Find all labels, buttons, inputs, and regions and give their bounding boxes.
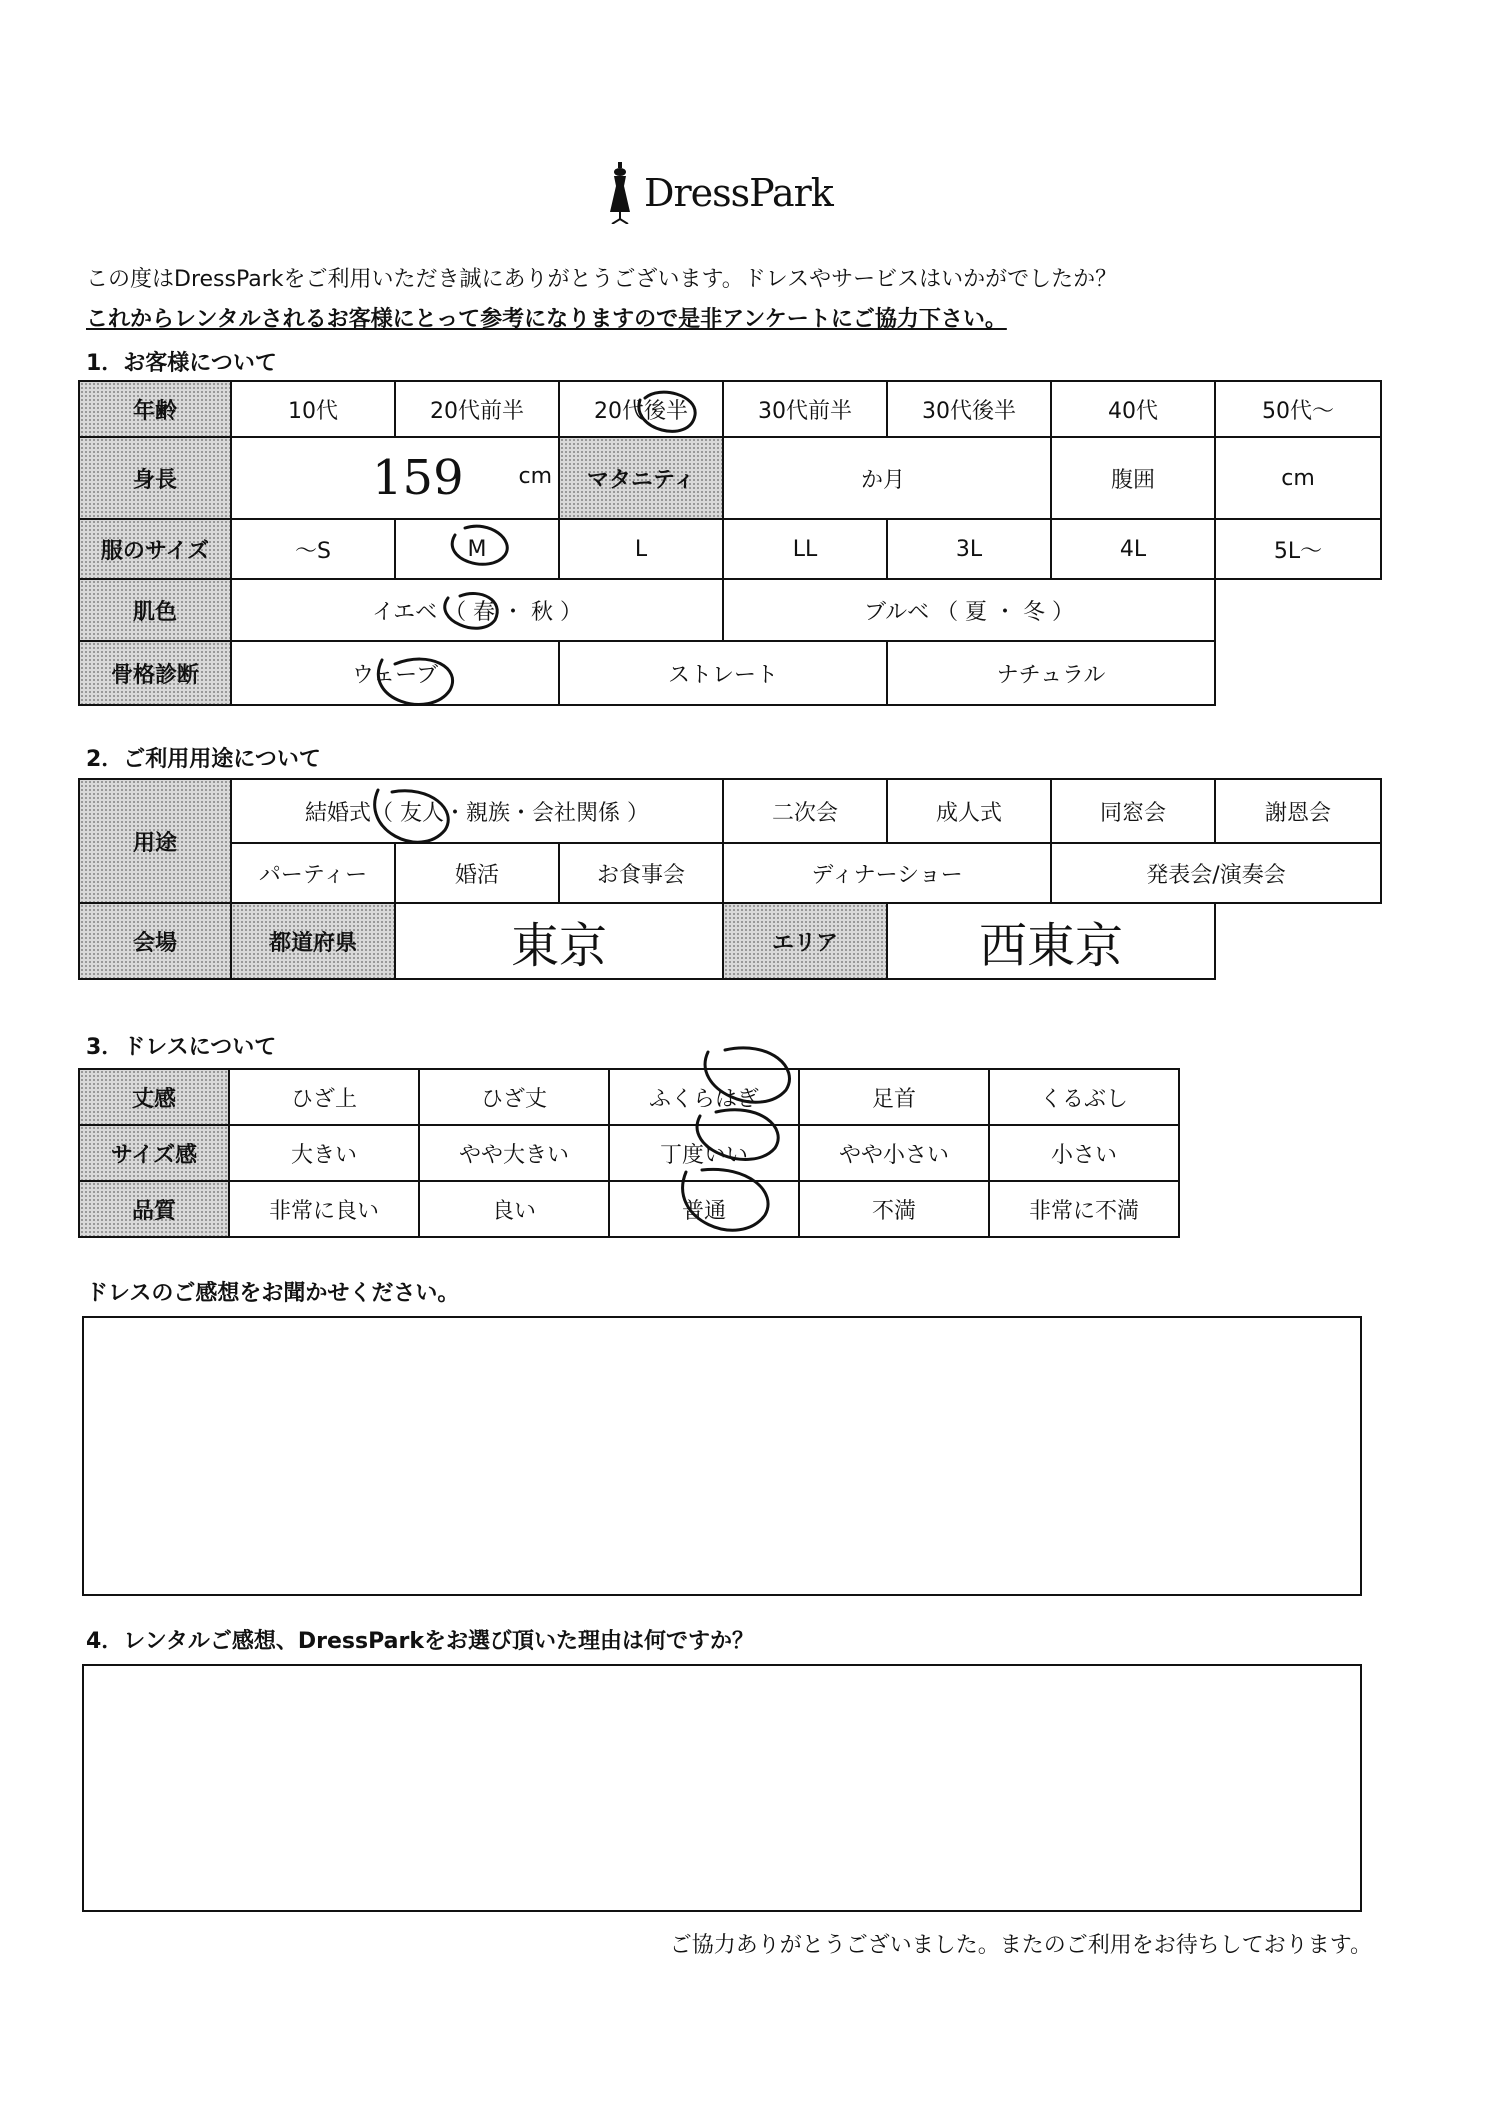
months-label: か月	[860, 467, 905, 493]
purpose-option[interactable]: 発表会/演奏会	[1051, 843, 1381, 903]
intro-line-2: これからレンタルされるお客様にとって参考になりますので是非アンケートにご協力下さい。	[86, 307, 1007, 332]
brand-name: DressPark	[644, 171, 833, 215]
purpose-option[interactable]: 二次会	[723, 779, 887, 843]
length-option-selected[interactable]: ふくらはぎ	[609, 1069, 799, 1125]
prefecture-value: 東京	[511, 917, 608, 974]
length-label: 丈感	[79, 1069, 229, 1125]
length-row	[79, 1069, 1179, 1125]
section-2-title: 2．ご利用用途について	[86, 747, 321, 772]
area-value: 西東京	[979, 917, 1124, 974]
maternity-label: マタニティ	[559, 437, 723, 519]
purpose-option[interactable]: 婚活	[395, 843, 559, 903]
waist-unit: cm	[1281, 465, 1315, 491]
purpose-option[interactable]: お食事会	[559, 843, 723, 903]
size-option[interactable]: 3L	[887, 519, 1051, 579]
length-option[interactable]: ひざ上	[229, 1069, 419, 1125]
skin-warm-option[interactable]: イエベ （ 春 ・ 秋 ）	[231, 579, 723, 641]
purpose-label: 用途	[79, 779, 231, 903]
purpose-row-2	[79, 843, 1381, 903]
quality-option-selected[interactable]: 普通	[609, 1181, 799, 1237]
quality-row	[79, 1181, 1179, 1237]
size-option-selected[interactable]: M	[395, 519, 559, 579]
purpose-option[interactable]: 同窓会	[1051, 779, 1215, 843]
length-option[interactable]: くるぶし	[989, 1069, 1179, 1125]
size-option[interactable]: L	[559, 519, 723, 579]
quality-option[interactable]: 非常に良い	[229, 1181, 419, 1237]
brand-logo	[606, 158, 846, 228]
area-field[interactable]	[887, 903, 1215, 979]
purpose-option[interactable]: ディナーショー	[723, 843, 1051, 903]
fit-option-selected[interactable]: 丁度いい	[609, 1125, 799, 1181]
size-option[interactable]: LL	[723, 519, 887, 579]
purpose-option-wedding[interactable]: 結婚式（ 友人・親族・会社関係 ）	[231, 779, 723, 843]
height-unit: cm	[518, 464, 552, 489]
section-4-title: 4．レンタルご感想、DressParkをお選び頂いた理由は何ですか？	[86, 1629, 754, 1654]
age-option[interactable]: 40代	[1051, 381, 1215, 437]
dress-comment-prompt: ドレスのご感想をお聞かせください。	[86, 1281, 460, 1306]
quality-option[interactable]: 不満	[799, 1181, 989, 1237]
length-option[interactable]: ひざ丈	[419, 1069, 609, 1125]
height-value: 159	[372, 450, 464, 506]
age-option-selected[interactable]: 20代後半	[559, 381, 723, 437]
bone-label: 骨格診断	[79, 641, 231, 705]
skin-cool-option[interactable]: ブルベ （ 夏 ・ 冬 ）	[723, 579, 1215, 641]
size-option[interactable]: ～S	[231, 519, 395, 579]
age-row	[79, 381, 1381, 437]
fit-option[interactable]: やや大きい	[419, 1125, 609, 1181]
section-1-title: 1．お客様について	[86, 351, 277, 376]
dress-comment-box[interactable]	[82, 1316, 1362, 1596]
venue-label: 会場	[79, 903, 231, 979]
area-label: エリア	[723, 903, 887, 979]
bone-row	[79, 641, 1381, 705]
prefecture-field[interactable]	[395, 903, 723, 979]
purpose-option[interactable]: 謝恩会	[1215, 779, 1381, 843]
skin-label: 肌色	[79, 579, 231, 641]
prefecture-label: 都道府県	[231, 903, 395, 979]
age-option[interactable]: 10代	[231, 381, 395, 437]
height-row	[79, 437, 1381, 519]
purpose-row-1	[79, 779, 1381, 843]
age-label: 年齢	[79, 381, 231, 437]
closing-message: ご協力ありがとうございました。またのご利用をお待ちしております。	[669, 1933, 1372, 1958]
rental-comment-box[interactable]	[82, 1664, 1362, 1912]
size-option[interactable]: 4L	[1051, 519, 1215, 579]
height-field[interactable]	[231, 437, 559, 519]
fit-option[interactable]: やや小さい	[799, 1125, 989, 1181]
dress-table	[78, 1068, 1180, 1238]
length-option[interactable]: 足首	[799, 1069, 989, 1125]
size-option[interactable]: 5L～	[1215, 519, 1381, 579]
purpose-option[interactable]: 成人式	[887, 779, 1051, 843]
bone-option-selected[interactable]: ウェーブ	[231, 641, 559, 705]
quality-label: 品質	[79, 1181, 229, 1237]
quality-option[interactable]: 良い	[419, 1181, 609, 1237]
fit-option[interactable]: 大きい	[229, 1125, 419, 1181]
height-label: 身長	[79, 437, 231, 519]
bone-option[interactable]: ナチュラル	[887, 641, 1215, 705]
age-option[interactable]: 50代～	[1215, 381, 1381, 437]
purpose-table	[78, 778, 1382, 980]
customer-table	[78, 380, 1382, 706]
intro-line-1: この度はDressParkをご利用いただき誠にありがとうございます。ドレスやサービスはいかがでしたか？	[86, 267, 1118, 292]
section-3-title: 3．ドレスについて	[86, 1035, 277, 1060]
fit-label: サイズ感	[79, 1125, 229, 1181]
venue-row	[79, 903, 1381, 979]
bone-option[interactable]: ストレート	[559, 641, 887, 705]
age-option[interactable]: 20代前半	[395, 381, 559, 437]
size-row	[79, 519, 1381, 579]
quality-option[interactable]: 非常に不満	[989, 1181, 1179, 1237]
age-option[interactable]: 30代前半	[723, 381, 887, 437]
fit-option[interactable]: 小さい	[989, 1125, 1179, 1181]
fit-row	[79, 1125, 1179, 1181]
purpose-option[interactable]: パーティー	[231, 843, 395, 903]
size-label: 服のサイズ	[79, 519, 231, 579]
waist-label: 腹囲	[1051, 437, 1215, 519]
age-option[interactable]: 30代後半	[887, 381, 1051, 437]
waist-field[interactable]	[1215, 437, 1381, 519]
dress-mannequin-icon	[606, 162, 634, 224]
skin-row	[79, 579, 1381, 641]
maternity-months-field[interactable]	[723, 437, 1051, 519]
